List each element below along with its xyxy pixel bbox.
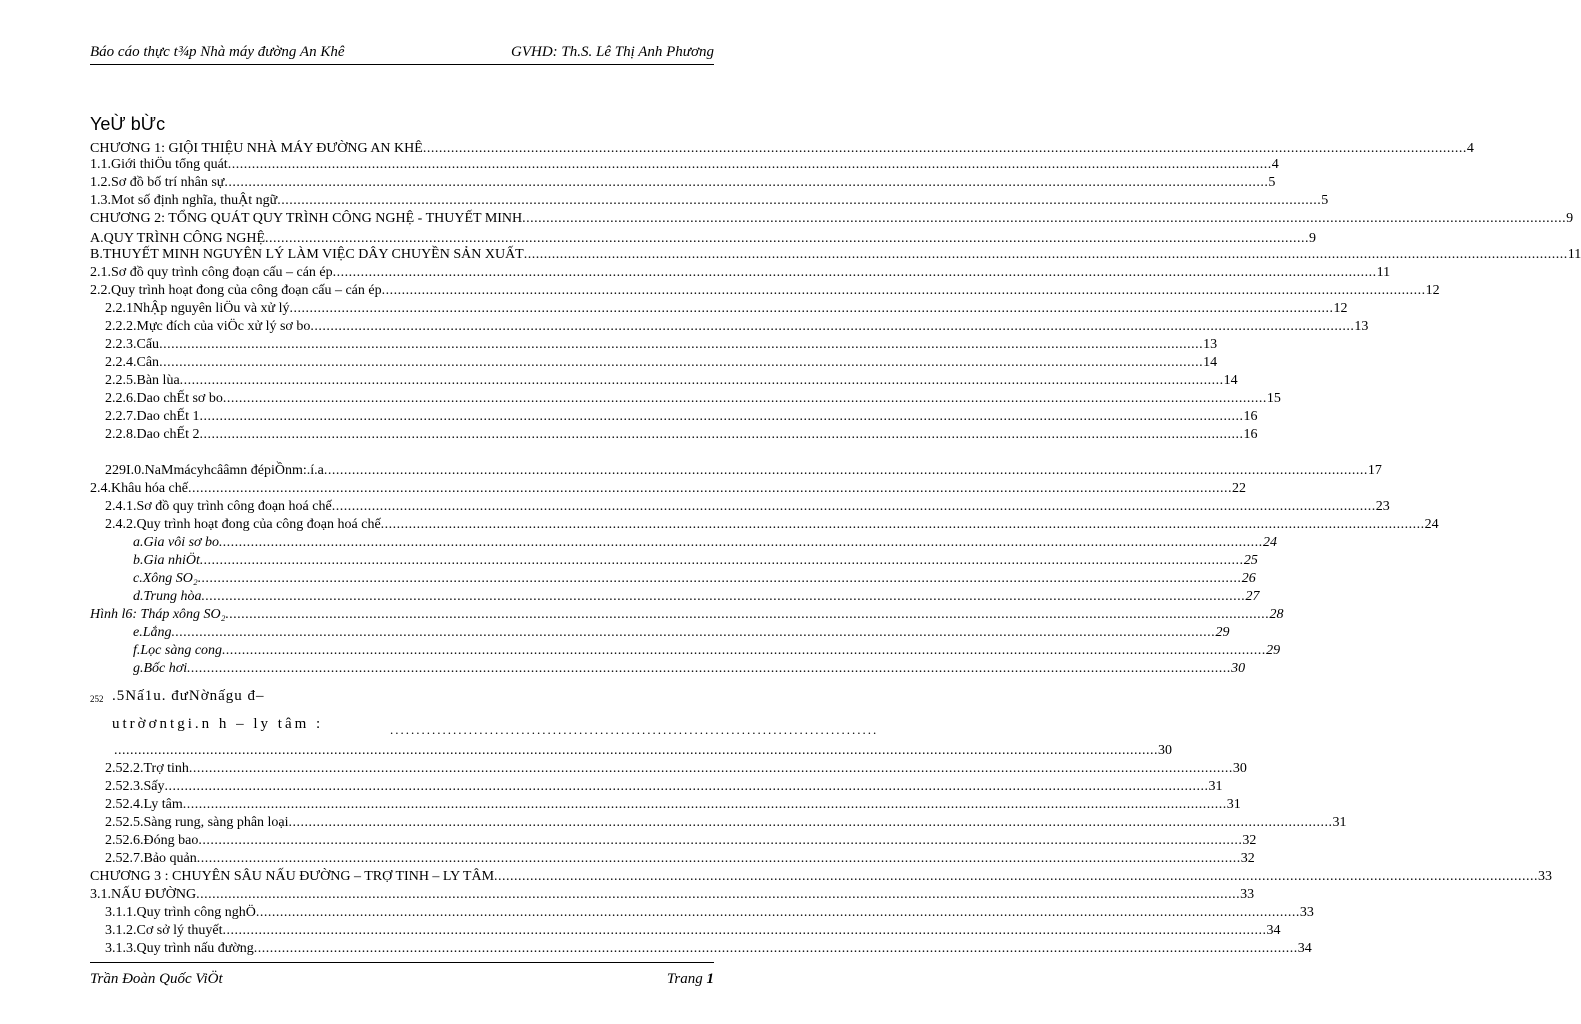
toc-entry[interactable]: [105, 814, 1347, 832]
toc-entry-text: Lọc sàng cong: [140, 643, 223, 658]
toc-leader-dots: [159, 336, 1203, 354]
toc-leader-dots: [189, 760, 1233, 778]
toc-entry-page: 11: [1376, 265, 1391, 280]
toc-entry-page: 31: [1208, 779, 1223, 794]
toc-leader-dots: [222, 642, 1266, 660]
toc-entry-text: Ly tâm: [143, 797, 183, 812]
toc-entry-page: 14: [1223, 373, 1238, 388]
toc-leader-dots: [524, 246, 1568, 264]
toc-entry-page: 11: [1567, 247, 1581, 262]
toc-leader-dots: [199, 426, 1243, 444]
toc-entry-page: 14: [1203, 355, 1218, 370]
toc-leader-dots: [224, 174, 1268, 192]
toc-entry-page: 33: [1538, 869, 1553, 884]
toc-entry-text: Quy trình nấu đường: [136, 941, 254, 956]
toc-entry-text: Xông SO₂: [142, 571, 198, 586]
toc-leader-dots: [222, 922, 1266, 940]
toc-entry-number: 1.1.: [90, 157, 111, 172]
toc-entry-page: 29: [1215, 625, 1230, 640]
toc-entry-text: Lắng: [142, 625, 172, 640]
toc-entry-number: e.: [133, 625, 143, 640]
toc-entry-page: 31: [1226, 797, 1241, 812]
toc-entry-number: 2.2.4.: [105, 355, 137, 370]
toc-entry-number: 2.2.7.: [105, 409, 137, 424]
toc-entry-text: Mot số định nghĩa, thuẬt ngữ: [111, 193, 278, 208]
toc-entry-number: 2.52.2.: [105, 761, 144, 776]
toc-entry-page: 29: [1266, 643, 1281, 658]
toc-entry-number: 2.52.5.: [105, 815, 144, 830]
toc-entry-page: 16: [1243, 427, 1258, 442]
footer-page-label: Trang: [666, 971, 703, 987]
toc-leader-dots: [188, 480, 1232, 498]
toc-entry-number: 2.4.2.: [105, 517, 137, 532]
toc-entry[interactable]: [105, 300, 1348, 318]
toc-entry[interactable]: [90, 246, 1581, 264]
toc-entry-page: 28: [1269, 607, 1284, 622]
toc-entry-text: Sàng rung, sàng phân loại: [143, 815, 289, 830]
toc-entry-text: Quy trình hoạt đong của công đoạn cấu – cán ép: [111, 283, 382, 298]
toc-entry-text: Bốc hơi: [143, 661, 188, 676]
toc-entry-page: 4: [1466, 141, 1474, 156]
toc-entry-page: 13: [1203, 337, 1218, 352]
toc-entry-text: CHƯƠNG 3 : CHUYÊN SÂU NẤU ĐƯỜNG – TRỢ TINH – LY TÂM: [90, 869, 495, 884]
toc-entry[interactable]: [105, 426, 1258, 444]
toc-leader-dots: [200, 552, 1244, 570]
toc-entry-text: Gia vôi sơ bo: [143, 535, 220, 550]
toc-entry-number: 2.2.1: [105, 301, 133, 316]
toc-entry-text: Trung hòa: [143, 589, 202, 604]
toc-entry-page: 25: [1243, 553, 1258, 568]
toc-leader-dots: [324, 462, 1368, 480]
toc-entry-text: Cân: [136, 355, 160, 370]
toc-entry-page: 30: [1158, 743, 1172, 758]
toc-entry-number: 2.2.5.: [105, 373, 137, 388]
toc-entry-text: NhẬp nguyên liÖu và xử lý: [133, 301, 290, 316]
toc-entry[interactable]: [90, 480, 1246, 498]
page-footer: [90, 962, 714, 989]
header-right-text: GVHD: Th.S. Lê Thị Anh Phương: [511, 44, 714, 60]
toc-leader-dots: [172, 624, 1216, 642]
footer-page: [667, 971, 714, 988]
toc-leader-dots: [494, 868, 1538, 886]
toc-entry-number: 2.2.2.: [105, 319, 137, 334]
toc-leader-dots: [165, 778, 1209, 796]
toc-entry-number: b.: [133, 553, 144, 568]
toc-entry-number: B.: [90, 247, 103, 262]
toc-entry-number: d.: [133, 589, 144, 604]
toc-entry[interactable]: [133, 552, 1258, 570]
toc-entry-text: CHƯƠNG 2: TỔNG QUÁT QUY TRÌNH CÔNG NGHỆ - THUYẾT MINH: [90, 211, 523, 226]
toc-entry[interactable]: [105, 940, 1312, 958]
toc-entry-page: 24: [1263, 535, 1278, 550]
toc-entry[interactable]: [105, 336, 1218, 354]
toc-leader-dots: [522, 210, 1566, 228]
toc-leader-dots: [254, 940, 1298, 958]
toc-entry-number: 2.52.4.: [105, 797, 144, 812]
toc-entry-number: 2.52.3.: [105, 779, 144, 794]
toc-entry-number: 3.1.: [90, 887, 111, 902]
footer-author: Trần Đoàn Quốc ViÖt: [90, 971, 223, 987]
toc-entry-page: 34: [1297, 941, 1312, 956]
toc-leader-dots: [290, 300, 1334, 318]
toc-entry-number: 3.1.2.: [105, 923, 137, 938]
toc-entry-text: Cơ sở lý thuyết: [136, 923, 223, 938]
toc-entry-page: 17: [1367, 463, 1382, 478]
toc-entry-text: Dao chẾt 2: [136, 427, 200, 442]
toc-entry-number: 2.52.7.: [105, 851, 144, 866]
garbled-heading-line-1: .5Nấ1u. đưNờnấgu đ–: [112, 688, 265, 704]
toc-entry-text: Dao chẾt sơ bo: [136, 391, 223, 406]
toc-entry-page: 12: [1425, 283, 1440, 298]
toc-leader-dots: [187, 660, 1231, 678]
toc-leader-dots: [333, 264, 1377, 282]
toc-entry-page: 30: [1231, 661, 1246, 676]
toc-entry-text: Dao chẾt 1: [136, 409, 200, 424]
toc-leader-dots: [196, 886, 1240, 904]
toc-entry-page: 33: [1299, 905, 1314, 920]
toc-entry-page: 26: [1241, 571, 1256, 586]
toc-entry[interactable]: [133, 570, 1256, 588]
toc-leader-dots: [381, 516, 1425, 534]
toc-entry[interactable]: [90, 606, 1284, 624]
toc-entry[interactable]: [133, 588, 1260, 606]
toc-entry-page: 9: [1309, 231, 1317, 246]
toc-entry-text: Trợ tinh: [143, 761, 189, 776]
toc-entry[interactable]: [105, 354, 1218, 372]
toc-entry-page: 22: [1231, 481, 1246, 496]
toc-entry[interactable]: [105, 796, 1241, 814]
toc-entry-text: Mực đích của viÖc xử lý sơ bo: [136, 319, 311, 334]
toc-entry[interactable]: [105, 390, 1281, 408]
footer-page-number: 1: [706, 971, 714, 987]
toc-entry-text: CHƯƠNG 1: GIỘI THIỆU NHÀ MÁY ĐƯỜNG AN KHÊ: [90, 141, 423, 156]
toc-entry[interactable]: [105, 832, 1257, 850]
toc-entry-text: THUYẾT MINH NGUYÊN LÝ LÀM VIỆC DÂY CHUYỀN SẢN XUẤT: [102, 247, 524, 262]
toc-leader-dots: [277, 192, 1321, 210]
toc-entry[interactable]: [90, 156, 1279, 174]
toc-leader-dots: [201, 588, 1245, 606]
toc-entry-number: 2.2.6.: [105, 391, 137, 406]
toc-entry-number: 3.1.1.: [105, 905, 137, 920]
toc-entry-number: 2.1.: [90, 265, 111, 280]
header-left-text: Báo cáo thực t¾p Nhà máy đường An Khê: [90, 44, 345, 60]
toc-entry[interactable]: [105, 922, 1281, 940]
toc-entry-page: 5: [1268, 175, 1276, 190]
toc-entry[interactable]: [105, 462, 1382, 480]
toc-entry-number: 2.4.: [90, 481, 111, 496]
toc-entry-number: 2.4.1.: [105, 499, 137, 514]
toc-entry-text: Khâu hóa chế: [111, 481, 188, 496]
toc-leader-dots: [198, 832, 1242, 850]
toc-entry[interactable]: [90, 886, 1255, 904]
toc-entry[interactable]: [114, 742, 1172, 760]
toc-leader-dots: [382, 282, 1426, 300]
toc-leader-dots: [183, 796, 1227, 814]
garbled-leader: .............................................................................................: [390, 722, 879, 737]
toc-entry-page: 32: [1242, 833, 1257, 848]
toc-leader-dots: [332, 498, 1376, 516]
toc-entry[interactable]: [105, 408, 1258, 426]
toc-entry-page: 13: [1354, 319, 1369, 334]
toc-entry[interactable]: [105, 516, 1439, 534]
toc-entry-text: Cẩu: [136, 337, 160, 352]
toc-entry-number: 1.2.: [90, 175, 111, 190]
toc-leader-dots: [114, 742, 1158, 760]
toc-leader-dots: [256, 904, 1300, 922]
toc-entry[interactable]: [105, 778, 1223, 796]
toc-entry[interactable]: [133, 534, 1278, 552]
toc-entry-number: 229I.0.: [105, 463, 145, 478]
toc-leader-dots: [180, 372, 1224, 390]
toc-entry[interactable]: [133, 624, 1230, 642]
toc-entry-number: a.: [133, 535, 144, 550]
toc-entry[interactable]: [105, 850, 1255, 868]
toc-leader-dots: [228, 156, 1272, 174]
toc-entry-text: Sơ đồ bố trí nhân sự: [111, 175, 225, 190]
toc-entry-number: 2.2.: [90, 283, 111, 298]
toc-entry-text: Quy trình công nghÖ: [136, 905, 256, 920]
toc-entry-page: 4: [1271, 157, 1279, 172]
toc-entry-text: Sơ đồ quy trình công đoạn cấu – cán ép: [111, 265, 333, 280]
toc-entry[interactable]: [105, 904, 1314, 922]
toc-leader-dots: [289, 814, 1333, 832]
toc-entry-number: 2.2.8.: [105, 427, 137, 442]
toc-entry-text: Gia nhiÖt: [143, 553, 200, 568]
toc-entry-text: Bảo quản: [143, 851, 197, 866]
toc-entry[interactable]: [133, 642, 1281, 660]
toc-entry-text: Đóng bao: [143, 833, 199, 848]
toc-entry-text: Sấy: [143, 779, 165, 794]
toc-entry[interactable]: [105, 372, 1238, 390]
toc-entry-page: 23: [1375, 499, 1390, 514]
toc-entry-text: Quy trình hoạt đong của công đoạn hoá chế: [136, 517, 381, 532]
toc-entry-number: c.: [133, 571, 143, 586]
toc-leader-dots: [159, 354, 1203, 372]
toc-entry-page: 32: [1240, 851, 1255, 866]
toc-entry-page: 5: [1321, 193, 1329, 208]
toc-entry-number: g.: [133, 661, 144, 676]
toc-entry-text: Sơ đồ quy trình công đoạn hoá chế: [136, 499, 332, 514]
toc-leader-dots: [198, 570, 1242, 588]
toc-entry-number: A.: [90, 231, 104, 246]
toc-entry-page: 15: [1266, 391, 1281, 406]
garbled-prefix: 252: [90, 694, 104, 704]
toc-leader-dots: [197, 850, 1241, 868]
toc-leader-dots: [310, 318, 1354, 336]
toc-entry-text: NaMmácyhcââmn đépiỒnm:.í.a: [144, 463, 324, 478]
toc-entry[interactable]: [105, 760, 1247, 778]
toc-entry[interactable]: [90, 264, 1391, 282]
toc-entry[interactable]: [90, 282, 1440, 300]
toc-entry-text: NẤU ĐƯỜNG: [111, 887, 197, 902]
toc-entry[interactable]: [105, 498, 1390, 516]
toc-entry-number: 3.1.3.: [105, 941, 137, 956]
toc-entry-number: 2.2.3.: [105, 337, 137, 352]
toc-entry-text: Giới thiÖu tổng quát: [111, 157, 228, 172]
toc-entry-number: f.: [133, 643, 141, 658]
toc-entry[interactable]: [90, 868, 1553, 886]
toc-entry-page: 16: [1243, 409, 1258, 424]
toc-title: YeỪ bỪc: [90, 114, 166, 134]
toc-entry-page: 34: [1266, 923, 1281, 938]
toc-entry-page: 24: [1424, 517, 1439, 532]
toc-entry-page: 9: [1566, 211, 1574, 226]
toc-entry-page: 12: [1333, 301, 1348, 316]
toc-leader-dots: [226, 606, 1270, 624]
toc-leader-dots: [223, 390, 1267, 408]
toc-entry-page: 27: [1245, 589, 1260, 604]
toc-leader-dots: [199, 408, 1243, 426]
toc-entry-number: 2.52.6.: [105, 833, 144, 848]
toc-entry-text: QUY TRÌNH CÔNG NGHỆ: [103, 231, 266, 246]
toc-entry[interactable]: [105, 318, 1369, 336]
toc-leader-dots: [219, 534, 1263, 552]
toc-entry-page: 30: [1232, 761, 1247, 776]
garbled-heading-line-2: utrờơntgi.n h – ly tâm :: [112, 716, 324, 732]
toc-entry-page: 31: [1332, 815, 1347, 830]
toc-entry[interactable]: [90, 210, 1574, 228]
toc-entry-page: 33: [1240, 887, 1255, 902]
toc-entry[interactable]: [90, 174, 1276, 192]
toc-entry-text: Hình l6: Tháp xông SO₂: [90, 607, 226, 622]
toc-entry-number: 1.3.: [90, 193, 111, 208]
toc-entry[interactable]: [90, 192, 1329, 210]
toc-entry-text: Bàn lùa: [136, 373, 180, 388]
page-header: [90, 42, 714, 65]
toc-entry[interactable]: [133, 660, 1246, 678]
